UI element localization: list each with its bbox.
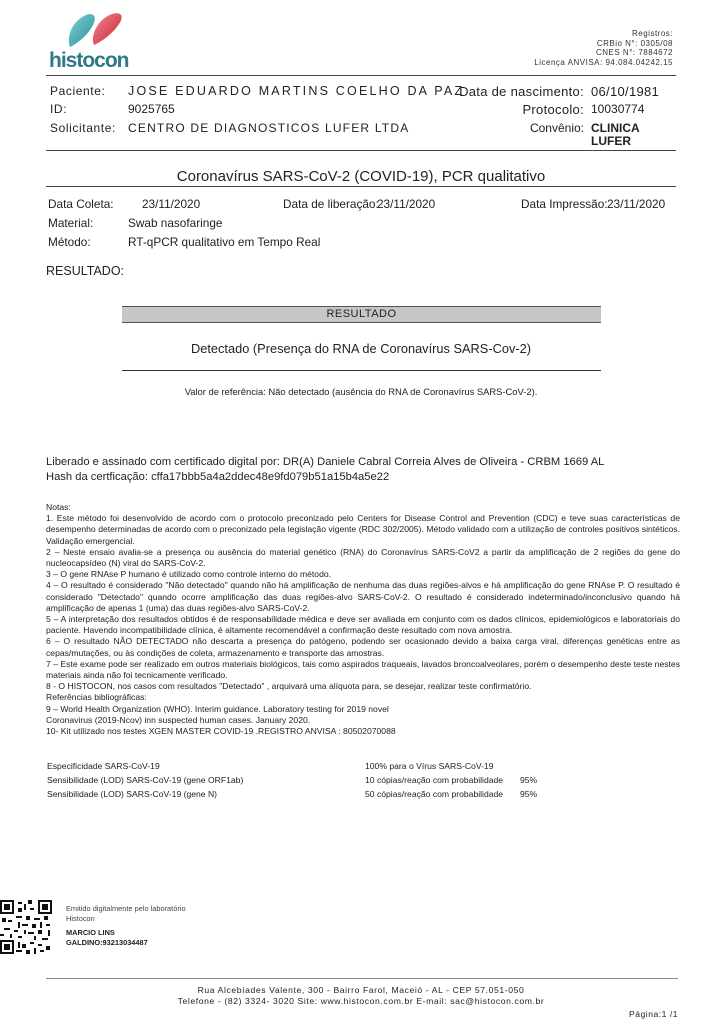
spec-value: 10 cópias/reação com probabilidade (365, 775, 504, 785)
material: Swab nasofaringe (128, 216, 223, 230)
note-item: Coronavirus (2019-Ncov) inn suspected human cases. January 2020. (46, 714, 311, 725)
note-item: 2 – Neste ensaio avalia-se a presença ou ausência do material genético (RNA) do Coronavírus SARS-CoV2 a partir da amplificação de 2 regiões do gene do nucleocapsídeo (N) viral do SARS-CoV-2. (46, 546, 680, 569)
note-item: 5 – A interpretação dos resultados obtidos é de responsabilidade médica e deve ser avaliada em conjunto com os dados clínicos, epidemiológicos e laboratoriais do paciente. Havendo incompatibilidade clínica, é altamente recomendável a confirmação deste resultado com nova amostra. (46, 614, 680, 636)
patient-id: 9025765 (128, 102, 175, 116)
agreement-line-1: CLINICA (591, 121, 640, 135)
footer-divider (46, 978, 678, 979)
note-item: 6 – O resultado NÃO DETECTADO não descarta a presença do patógeno, podendo ser ocasionado devido a baixa carga viral, diferenças genéticas entre as cepas/mutações, ou às condições de coleta, armazenamento e transporte das amostras. (46, 636, 680, 658)
requester-label: Solicitante: (50, 121, 116, 135)
spec-percent: 95% (520, 789, 538, 799)
registry-line: Licença ANVISA: 94.084.04242.15 (534, 57, 673, 67)
patient-name-label: Paciente: (50, 84, 106, 98)
spec-value: 50 cópias/reação com probabilidade (365, 789, 504, 799)
result-value: Detectado (Presença do RNA de Coronavírus SARS-Cov-2) (191, 341, 531, 356)
patient-name: JOSE EDUARDO MARTINS COELHO DA PAZ (128, 84, 465, 98)
exam-title: Coronavírus SARS-CoV-2 (COVID-19), PCR qualitativo (176, 168, 546, 185)
result-section-label: RESULTADO: (46, 264, 125, 278)
note-item: 10- Kit utilizado nos testes XGEN MASTER COVID-19 .REGISTRO ANVISA : 80502070088 (46, 726, 396, 737)
method: RT-qPCR qualitativo em Tempo Real (128, 235, 321, 249)
method-label: Método: (48, 235, 91, 249)
spec-label: Sensibilidade (LOD) SARS-CoV-19 (gene N) (47, 789, 218, 799)
digital-lab-name: Histocon (66, 914, 95, 923)
print-label: Data Impressão: (521, 197, 608, 211)
footer-contact: Telefone - (82) 3324- 3020 Site: www.histocon.com.br E-mail: sac@histocon.com.br (177, 996, 545, 1006)
note-item: 7 – Este exame pode ser realizado em outros materiais biológicos, tais como aspirados traqueais, lavados broncoalveolares, porém o desempenho deste teste nestes materiais ainda não foi tecnicamente verificado. (46, 658, 680, 681)
digital-signer-id: GALDINO:93213034487 (66, 938, 148, 947)
certificate-hash: Hash da certficação: cffa17bbb5a4a2ddec48e9fd079b51a15b4a5e22 (46, 471, 390, 483)
patient-id-label: ID: (50, 102, 68, 116)
references-heading: Referências bibliográficas: (46, 692, 147, 703)
protocol-number: 10030774 (591, 102, 645, 116)
registry-line: CRBio N°: 0305/08 (596, 38, 673, 48)
qr-code (0, 900, 52, 954)
collection-date: 23/11/2020 (142, 197, 201, 211)
birth-label: Data de nascimento: (459, 84, 584, 99)
signed-by: Liberado e assinado com certificado digital por: DR(A) Daniele Cabral Correia Alves de Oliveira - CRBM 1669 AL (46, 456, 605, 468)
spec-value: 100% para o Vírus SARS-CoV-19 (365, 761, 494, 771)
material-label: Material: (48, 216, 94, 230)
collection-label: Data Coleta: (48, 197, 114, 211)
registry-info (534, 29, 673, 67)
note-item: 1. Este método foi desenvolvido de acordo com o protocolo preconizado pelo Centers for Disease Control and Prevention (CDC) e teve suas características de desempenho determinadas de acordo com o preconizado pela legislação vigente (RDC 302/2005). Método validado com a utilização de controles positivos sintéticos. Validação emergencial. (46, 513, 680, 546)
reference-value: Valor de referência: Não detectado (ausência do RNA de Coronavírus SARS-CoV-2). (184, 386, 538, 397)
requester: CENTRO DE DIAGNOSTICOS LUFER LTDA (128, 121, 410, 135)
footer-address: Rua Alcebíades Valente, 300 - Bairro Farol, Maceió - AL - CEP 57.051-050 (197, 985, 525, 995)
registry-line: Registros: (631, 29, 673, 38)
note-item: 8 - O HISTOCON, nos casos com resultados "Detectado" , arquivará uma alíquota para, se desejar, realizar teste confirmatório. (46, 681, 532, 692)
patient-divider (46, 150, 676, 151)
logo-text: histocon (49, 49, 129, 72)
release-label: Data de liberação: (283, 197, 379, 211)
agreement-line-2: LUFER (591, 134, 631, 148)
note-item: 3 – O gene RNAse P humano é utilizado como controle interno do método. (46, 569, 332, 580)
agreement-label: Convênio: (529, 121, 584, 135)
print-date: 23/11/2020 (607, 197, 666, 211)
spec-percent: 95% (520, 775, 538, 785)
spec-label: Especificidade SARS-CoV-19 (47, 761, 160, 771)
logo-mark-icon (64, 11, 126, 51)
digital-signer-name: MARCIO LINS (66, 928, 115, 937)
birth-date: 06/10/1981 (591, 84, 660, 99)
release-date: 23/11/2020 (377, 197, 436, 211)
header-divider (46, 75, 676, 76)
logo (64, 11, 126, 51)
digital-issued-line: Emitido digitalmente pelo laboratório (66, 904, 186, 913)
note-item: 9 – World Health Organization (WHO). Interim guidance. Laboratory testing for 2019 novel (46, 703, 389, 714)
page-number: Página:1 /1 (629, 1009, 678, 1019)
result-divider (122, 370, 601, 371)
qr-code-icon (0, 900, 52, 954)
notes (46, 502, 680, 737)
note-item: 4 – O resultado é considerado "Não detectado" quando não há amplificação de nenhuma das duas regiões-alvos e há amplificação do gene RNAse P. O resultado é considerado "Detectado" quando ocorre amplificação das duas regiões-alvo SARS-CoV-2. O resultado é considerado indeterminado/inconclusivo quando há amplificação de apenas 1 (uma) das duas regiões-alvo SARS-CoV-2. (46, 580, 680, 613)
notes-heading: Notas: (46, 502, 71, 512)
spec-label: Sensibilidade (LOD) SARS-CoV-19 (gene ORF1ab) (47, 775, 244, 785)
registry-line: CNES N°: 7884672 (595, 48, 673, 58)
protocol-label: Protocolo: (522, 102, 584, 117)
title-divider (46, 186, 676, 187)
result-table-header: RESULTADO (122, 306, 601, 323)
